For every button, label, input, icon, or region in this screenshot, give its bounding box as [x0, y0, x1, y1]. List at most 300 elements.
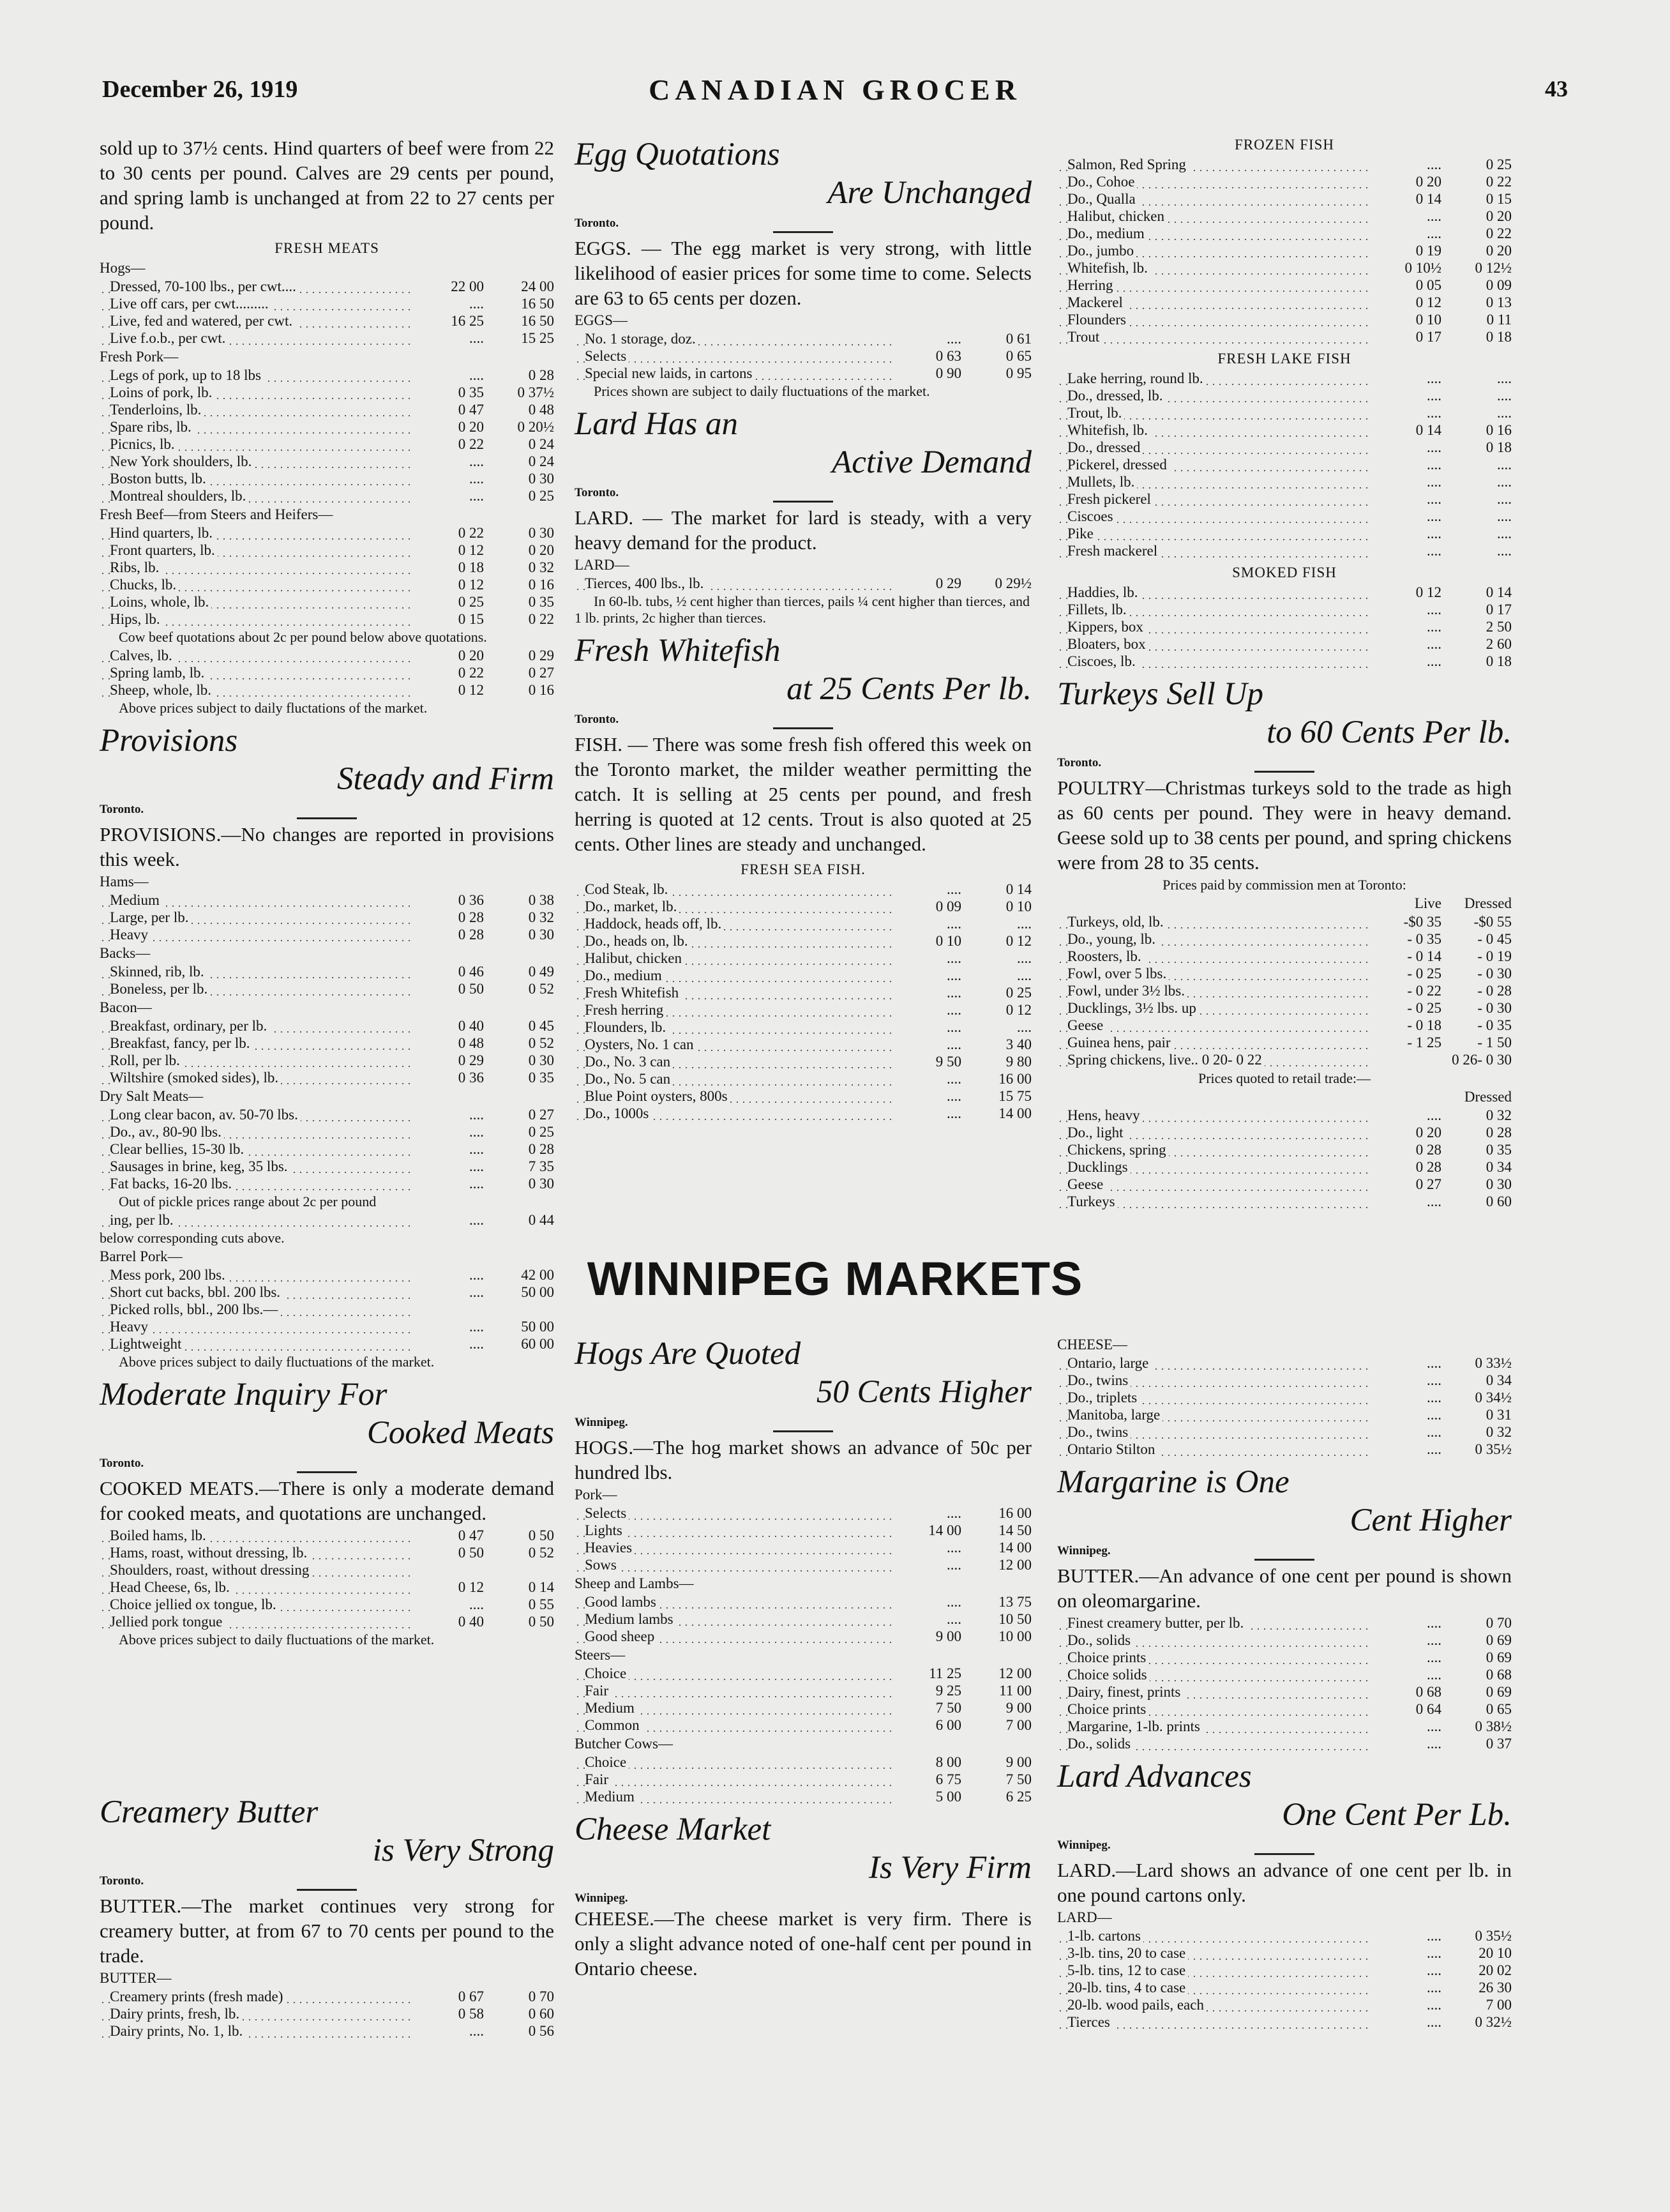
item-name	[100, 1052, 414, 1069]
price-high: 11 00	[999, 1683, 1032, 1699]
price-high: 10 00	[998, 1628, 1032, 1644]
item-label: Hens, heavy	[1067, 1107, 1143, 1123]
price-low: ....	[947, 985, 961, 1001]
table-row	[100, 891, 554, 909]
item-label: Large, per lb.	[110, 909, 191, 925]
frozen-fish-caption: FROZEN FISH	[1234, 137, 1335, 153]
item-name	[100, 963, 414, 980]
table-row	[100, 593, 554, 610]
item-name	[575, 1699, 891, 1716]
item-label: Do., Qualla	[1067, 191, 1138, 207]
table-row	[575, 330, 1032, 347]
item-name	[100, 891, 414, 909]
table-row	[100, 1175, 554, 1192]
price-high: 16 00	[998, 1505, 1032, 1521]
item-name	[1057, 930, 1371, 948]
price-low: ....	[1427, 1372, 1441, 1388]
item-name	[1057, 473, 1371, 490]
item-name	[100, 312, 414, 330]
item-label: Live f.o.b., per cwt.	[110, 330, 228, 346]
wpg-steers-table	[575, 1665, 1032, 1734]
item-label: Chickens, spring	[1067, 1142, 1169, 1158]
item-name	[1057, 1176, 1371, 1193]
price-high: 0 70	[528, 1989, 554, 2004]
table-row	[575, 1504, 1032, 1522]
divider	[773, 727, 833, 729]
price-high: 9 80	[1005, 1054, 1032, 1070]
item-label: Dairy prints, fresh, lb.	[110, 2006, 242, 2022]
table-row	[1057, 653, 1512, 670]
table-row	[1057, 1927, 1512, 1944]
table-row	[575, 967, 1032, 984]
creamery-headline-1: Creamery Butter	[100, 1794, 319, 1830]
price-high: 0 69	[1486, 1684, 1512, 1700]
price-low: ....	[947, 950, 961, 966]
item-name	[1057, 525, 1371, 542]
price-high: 7 35	[528, 1158, 554, 1174]
price-high: ....	[1017, 950, 1032, 966]
item-name	[100, 470, 414, 487]
item-label: Medium	[585, 1789, 637, 1805]
item-label: Common	[585, 1717, 642, 1733]
price-low: 0 09	[935, 898, 961, 914]
item-name	[1057, 1944, 1371, 1962]
price-high: 7 00	[1005, 1717, 1032, 1733]
table-row	[1057, 259, 1512, 276]
price-high: 20 02	[1478, 1962, 1512, 1978]
item-name	[575, 1682, 891, 1699]
item-name	[575, 1771, 891, 1788]
price-high: 0 30	[528, 471, 554, 487]
table-row	[1057, 1176, 1512, 1193]
table-row	[100, 576, 554, 593]
table-row	[100, 1211, 554, 1229]
price-high: 0 61	[1005, 331, 1032, 347]
item-label: Loins, whole, lb.	[110, 594, 211, 610]
table-row	[100, 926, 554, 943]
item-label: Geese	[1067, 1017, 1106, 1033]
item-name	[1057, 1735, 1371, 1752]
cooked-headline-1: Moderate Inquiry For	[100, 1377, 387, 1413]
price-high: 2 50	[1486, 619, 1512, 635]
price-high: 0 95	[1005, 365, 1032, 381]
price-low: 0 20	[1415, 1125, 1441, 1140]
price-high: ....	[1017, 967, 1032, 983]
item-label: Front quarters, lb.	[110, 542, 218, 558]
item-label: Skinned, rib, lb.	[110, 964, 207, 980]
item-name	[1057, 456, 1371, 473]
item-label: Boston butts, lb.	[110, 471, 209, 487]
price-low: ....	[947, 1557, 961, 1573]
price-high	[484, 1561, 554, 1579]
smoked-fish-table	[1057, 584, 1512, 670]
table-row	[1057, 1666, 1512, 1683]
item-label: Choice prints	[1067, 1701, 1148, 1717]
table-row	[575, 932, 1032, 950]
price-high: ....	[1497, 457, 1512, 473]
item-label: Pike	[1067, 526, 1096, 542]
item-name	[1057, 1423, 1371, 1441]
item-label: ing, per lb.	[110, 1212, 176, 1228]
table-row	[100, 909, 554, 926]
price-low: 0 64	[1415, 1701, 1441, 1717]
turkeys-headline-2: to 60 Cents Per lb.	[1267, 715, 1512, 750]
live-col-head: Live	[1414, 895, 1441, 911]
item-name	[575, 881, 891, 898]
price-low: 0 14	[1415, 191, 1441, 207]
price-low: ....	[1427, 1997, 1441, 2013]
pickle-note-2: below corresponding cuts above.	[100, 1230, 285, 1246]
item-label: Medium	[585, 1700, 637, 1716]
price-low: ....	[1427, 1980, 1441, 1996]
price-high: 0 20	[1486, 243, 1512, 259]
item-name	[575, 365, 891, 382]
sea-fish-table	[575, 881, 1032, 1122]
winnipeg-column-2	[575, 1315, 1032, 2133]
item-label: Haddies, lb.	[1067, 584, 1141, 600]
table-row	[575, 1036, 1032, 1053]
item-label: Finest creamery butter, per lb.	[1067, 1615, 1246, 1631]
table-row	[100, 2005, 554, 2022]
price-high: ....	[1497, 543, 1512, 559]
item-label: Boiled hams, lb.	[110, 1527, 209, 1543]
table-row	[100, 1052, 554, 1069]
table-row	[100, 1069, 554, 1086]
table-row	[1057, 1701, 1512, 1718]
price-high: 0 16	[528, 682, 554, 698]
price-high: - 0 19	[1477, 948, 1512, 964]
table-row	[100, 1034, 554, 1052]
price-high: 0 18	[1486, 439, 1512, 455]
price-low: ....	[1427, 1390, 1441, 1405]
lard-dateline: Toronto.	[575, 486, 619, 499]
table-row	[1057, 421, 1512, 439]
margarine-text: BUTTER.—An advance of one cent per pound is shown on oleomargarine.	[1057, 1564, 1512, 1612]
price-low: 0 20	[458, 419, 484, 435]
price-low: ....	[1427, 543, 1441, 559]
table-row	[1057, 242, 1512, 259]
item-name	[575, 1105, 891, 1122]
item-name	[1057, 965, 1371, 982]
winnipeg-column-3	[1057, 1335, 1512, 2152]
price-low: 0 12	[1415, 584, 1441, 600]
price-high: 0 26- 0 30	[1452, 1052, 1512, 1068]
price-high: 0 32	[528, 559, 554, 575]
item-name	[1057, 1193, 1371, 1210]
winnipeg-markets-title: WINNIPEG MARKETS	[587, 1252, 1083, 1305]
table-row	[100, 610, 554, 628]
table-row	[100, 664, 554, 681]
item-label: Jellied pork tongue	[110, 1614, 225, 1630]
price-high: 0 44	[528, 1212, 554, 1228]
table-row	[1057, 276, 1512, 294]
price-low: ....	[1427, 491, 1441, 507]
price-low: 0 12	[1415, 294, 1441, 310]
item-name	[575, 1539, 891, 1556]
item-label: Ciscoes	[1067, 508, 1116, 524]
poultry-table	[1057, 913, 1512, 1068]
price-low: 0 28	[458, 927, 484, 943]
item-label: Do., solids	[1067, 1632, 1133, 1648]
item-label: Fat backs, 16-20 lbs.	[110, 1176, 234, 1192]
item-label: Live, fed and watered, per cwt.	[110, 313, 295, 329]
item-name	[1057, 542, 1371, 559]
table-row	[1057, 1718, 1512, 1735]
table-row	[1057, 982, 1512, 999]
price-high: 14 00	[998, 1105, 1032, 1121]
price-low: 16 25	[451, 313, 484, 329]
item-name	[575, 1053, 891, 1070]
eggs-text: EGGS. — The egg market is very strong, with little likelihood of easier prices for some time to come. Selects are 63 to 65 cents per dozen.	[575, 237, 1032, 309]
margarine-headline-2: Cent Higher	[1350, 1503, 1512, 1538]
item-name	[1057, 276, 1371, 294]
lake-fish-table	[1057, 370, 1512, 559]
table-row	[100, 436, 554, 453]
item-label: Good lambs	[585, 1594, 659, 1610]
item-label: Halibut, chicken	[1067, 208, 1167, 224]
price-low: 0 36	[458, 1070, 484, 1086]
price-low: 0 58	[458, 2006, 484, 2022]
price-low: ....	[469, 1336, 484, 1352]
price-low: 0 18	[458, 559, 484, 575]
price-low: ....	[947, 967, 961, 983]
pickle-note: Out of pickle prices range about 2c per pound	[119, 1193, 377, 1209]
item-label: Heavy	[110, 927, 151, 943]
price-high: 0 52	[528, 981, 554, 997]
item-label: Do., solids	[1067, 1736, 1133, 1752]
price-low: 0 12	[458, 577, 484, 593]
table-row	[1057, 387, 1512, 404]
item-label: Fresh Whitefish	[585, 985, 681, 1001]
price-low: 0 12	[458, 682, 484, 698]
turkeys-dateline: Toronto.	[1057, 756, 1102, 769]
table-row	[575, 1001, 1032, 1019]
table-row	[575, 1053, 1032, 1070]
table-row	[100, 1613, 554, 1630]
price-high: 0 14	[528, 1579, 554, 1595]
table-row	[1057, 439, 1512, 456]
divider	[773, 231, 833, 233]
item-label: Special new laids, in cartons	[585, 365, 755, 381]
item-label: Fowl, over 5 lbs.	[1067, 966, 1169, 981]
price-low: ....	[1427, 508, 1441, 524]
item-name	[1057, 1354, 1371, 1372]
table-row	[1057, 1944, 1512, 1962]
provisions-headline-2: Steady and Firm	[337, 761, 554, 797]
eggs-note: Prices shown are subject to daily fluctuations of the market.	[594, 383, 930, 399]
item-name	[1057, 439, 1371, 456]
price-low: ....	[1427, 1928, 1441, 1944]
table-row	[1057, 156, 1512, 173]
item-name	[575, 575, 891, 592]
price-high: 0 09	[1486, 277, 1512, 293]
item-label: Oysters, No. 1 can	[585, 1036, 696, 1052]
price-low: ....	[469, 330, 484, 346]
price-high: 0 60	[528, 2006, 554, 2022]
price-low: ....	[469, 1267, 484, 1283]
item-label: Fowl, under 3½ lbs.	[1067, 983, 1187, 999]
hogs-dateline: Winnipeg.	[575, 1416, 628, 1429]
price-high: 0 27	[528, 1107, 554, 1123]
table-row	[100, 487, 554, 504]
price-low: ....	[1427, 1355, 1441, 1371]
table-row	[100, 1988, 554, 2005]
item-name	[575, 1070, 891, 1087]
table-row	[100, 1140, 554, 1158]
price-low: ....	[947, 1105, 961, 1121]
table-row	[575, 1788, 1032, 1805]
table-row	[575, 898, 1032, 915]
price-high: 0 37½	[517, 384, 554, 400]
price-low: ....	[1427, 653, 1441, 669]
item-label: Tierces	[1067, 2014, 1113, 2030]
price-low: 0 22	[458, 436, 484, 452]
price-high: 0 30	[528, 1052, 554, 1068]
price-high: 9 00	[1005, 1754, 1032, 1770]
lard-headline-1: Lard Has an	[575, 406, 738, 442]
price-low: ....	[947, 1594, 961, 1610]
table-row	[1057, 473, 1512, 490]
table-row	[575, 1087, 1032, 1105]
table-row	[100, 367, 554, 384]
table-row	[100, 470, 554, 487]
table-row	[1057, 542, 1512, 559]
price-low: 0 46	[458, 964, 484, 980]
item-name	[1057, 259, 1371, 276]
eggs-category: EGGS—	[575, 312, 628, 328]
item-name	[100, 542, 414, 559]
price-high: - 1 50	[1477, 1034, 1512, 1050]
table-row	[1057, 490, 1512, 508]
table-row	[1057, 1124, 1512, 1141]
price-high: 0 20	[1486, 208, 1512, 224]
price-high: 2 60	[1486, 636, 1512, 652]
item-label: Cod Steak, lb.	[585, 881, 670, 897]
price-high: 0 34½	[1475, 1390, 1512, 1405]
item-name	[575, 1610, 891, 1628]
item-name	[1057, 190, 1371, 208]
item-label: Ciscoes, lb.	[1067, 653, 1138, 669]
price-low: ....	[469, 1107, 484, 1123]
item-name	[100, 1527, 414, 1544]
price-low: ....	[1427, 1667, 1441, 1683]
price-high: ....	[1497, 526, 1512, 542]
price-low: ....	[947, 1071, 961, 1087]
price-high: 50 00	[521, 1284, 554, 1300]
item-label: Calves, lb.	[110, 648, 175, 663]
item-name	[100, 1034, 414, 1052]
price-low: - 0 18	[1407, 1017, 1441, 1033]
item-name	[1057, 404, 1371, 421]
price-low: ....	[469, 453, 484, 469]
table-row	[1057, 508, 1512, 525]
price-low: ....	[947, 1002, 961, 1018]
price-low: 0 29	[458, 1052, 484, 1068]
price-low: ....	[469, 1124, 484, 1140]
divider	[773, 501, 833, 503]
item-name	[100, 2005, 414, 2022]
price-low: ....	[469, 367, 484, 383]
cheese-headline-1: Cheese Market	[575, 1812, 771, 1847]
item-label: Haddock, heads off, lb.	[585, 916, 724, 932]
price-low: 0 67	[458, 1989, 484, 2004]
table-row	[1057, 1193, 1512, 1210]
item-label: Hind quarters, lb.	[110, 525, 215, 541]
item-label: Sows	[585, 1557, 619, 1573]
price-low: 0 22	[458, 665, 484, 681]
item-label: Do., twins	[1067, 1372, 1131, 1388]
wpg-pork-category: Pork—	[575, 1487, 617, 1503]
item-name	[100, 576, 414, 593]
table-row	[1057, 225, 1512, 242]
item-label: Pickerel, dressed	[1067, 457, 1170, 473]
price-low: 0 15	[458, 611, 484, 627]
hams-category: Hams—	[100, 874, 149, 890]
lard-category: LARD—	[575, 557, 629, 573]
item-label: Hams, roast, without dressing, lb.	[110, 1545, 310, 1561]
item-label: Do., twins	[1067, 1424, 1131, 1440]
price-low: 0 29	[935, 575, 961, 591]
price-high: 16 50	[521, 296, 554, 312]
item-label: 20-lb. wood pails, each	[1067, 1997, 1207, 2013]
item-name	[100, 1106, 414, 1123]
table-row	[1057, 1389, 1512, 1406]
table-row	[1057, 584, 1512, 601]
table-row	[1057, 404, 1512, 421]
table-row	[100, 1544, 554, 1561]
price-low: ....	[469, 296, 484, 312]
fresh-beef-category: Fresh Beef—from Steers and Heifers—	[100, 506, 333, 522]
price-low: -$0 35	[1403, 914, 1441, 930]
price-high: 14 00	[998, 1540, 1032, 1556]
item-name	[575, 1628, 891, 1645]
item-name	[1057, 653, 1371, 670]
price-low: ....	[1427, 405, 1441, 421]
price-high: ....	[1497, 491, 1512, 507]
column-1-lower	[100, 1788, 554, 2146]
item-name	[100, 1069, 414, 1086]
item-label: Do., No. 5 can	[585, 1071, 673, 1087]
whitefish-headline-2: at 25 Cents Per lb.	[786, 671, 1032, 707]
price-low: ....	[469, 1596, 484, 1612]
item-name	[100, 1613, 414, 1630]
price-high: 0 48	[528, 402, 554, 418]
bacon-category: Bacon—	[100, 999, 152, 1015]
price-low: 5 00	[935, 1789, 961, 1805]
page-header	[102, 75, 1568, 114]
table-row	[575, 347, 1032, 365]
item-label: Ontario, large	[1067, 1355, 1151, 1371]
price-high: 0 15	[1486, 191, 1512, 207]
table-row	[100, 418, 554, 436]
sea-fish-caption: FRESH SEA FISH.	[741, 861, 866, 877]
creamery-headline-2: is Very Strong	[372, 1833, 554, 1868]
price-high: 0 20	[528, 542, 554, 558]
item-label: Manitoba, large	[1067, 1407, 1162, 1423]
price-high: - 0 30	[1477, 966, 1512, 981]
item-label: Guinea hens, pair	[1067, 1034, 1173, 1050]
item-name	[100, 559, 414, 576]
table-row	[1057, 190, 1512, 208]
price-low: 0 68	[1415, 1684, 1441, 1700]
item-name	[1057, 1649, 1371, 1666]
price-high: 0 12	[1005, 933, 1032, 949]
item-label: Flounders, lb.	[585, 1019, 668, 1035]
item-label: Clear bellies, 15-30 lb.	[110, 1141, 246, 1157]
price-high: 0 32	[528, 909, 554, 925]
fresh-meats-caption: FRESH MEATS	[275, 240, 379, 256]
price-low: ....	[1427, 1193, 1441, 1209]
